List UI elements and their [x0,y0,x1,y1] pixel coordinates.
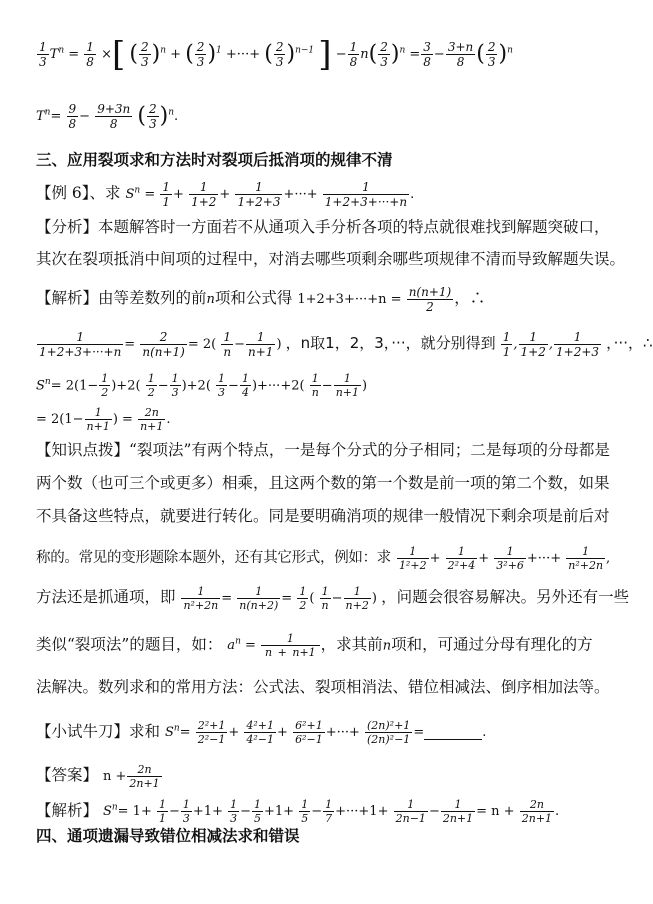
knowledge-line-2: 两个数（也可三个或更多）相乘，且这两个数的第一个数是前一项的第二个数，如果 [36,474,610,492]
knowledge-line-4: 称的。常见的变形题除本题外，还有其它形式，例如：求 $\frac{1}{\text{1²+2}}$ + $\frac{1}{\text{2²+4}}$ + $\frac{1}{\text{3²+6}}$ +···+ $\frac{1}{\text{n²+2n}}$ , [36,545,611,572]
answer-blank [424,725,482,740]
example-6: 【例 6】、求 $S^n$ = $\frac{1}{1}$ + $\frac{1}{1+2}$ + $\frac{1}{1+2+3}$ +···+ $\frac{1}{1+2+3+\cdot\cdot\cdot+n}$ . [36,180,415,209]
knowledge-line-3: 不具备这些特点，就要进行转化。同是要明确消项的规律一般情况下剩余项是前后对 [36,507,610,525]
solution-line-1: 【解析】由等差数列的前n项和公式得 1+2+3+···+n = $\frac{n(n+1)}{2}$ ，∴ [36,285,486,314]
solution-line-2: $\frac{1}{1+2+3+\cdot\cdot\cdot+n}$ = $\frac{2}{n(n+1)}$ = 2( $\frac{1}{n}$ − $\frac{1}{n+1}$ ) ，n取1，2，3，···，就分别得到 $\frac{1}{1}$ , $\frac{1}{1+2}$ , $\frac{1}{1+2+3}$ ，···，∴ [39,330,653,359]
frac-1-8: $\frac{1}{8}$ [86,40,94,69]
knowledge-line-7: 法解决。数列求和的常用方法：公式法、裂项相消法、错位相减法、倒序相加法等。 [36,678,610,696]
knowledge-line-5: 方法还是抓通项，即 $\frac{1}{\text{n²+2n}}$ = $\frac{1}{n(n+2)}$ = $\frac{1}{2}$ ( $\frac{1}{n}$ − $\frac{1}{n+2}$ ) ，问题会很容易解决。另外还有一些 [36,585,630,612]
trial-line: 【小试牛刀】求和 $S^n=$ $\frac{\text{2²+1}}{\text{2²−1}}$ + $\frac{\text{4²+1}}{\text{4²−1}}$ + $\frac{\text{6²+1}}{\text{6²−1}}$ +···+ $\frac{\text{(2n)²+1}}{\text{(2n)²−1}}$ = . [36,719,487,747]
answer-line: 【答案】 n + $\frac{2n}{2n+1}$ [36,763,160,790]
solution-line-3: $S^n= 2(1-$ $\frac{1}{2}$ )+2( $\frac{1}{2}$ − $\frac{1}{3}$ )+2( $\frac{1}{3}$ − $\frac{1}{4}$ )+···+2( $\frac{1}{n}$ − $\frac{1}{n+1}$ ) [36,372,368,400]
solution-2-line: 【解析】 $S^n= 1+$ $\frac{1}{1}$ − $\frac{1}{3}$ +1+ $\frac{1}{3}$ − $\frac{1}{5}$ +1+ $\frac{1}{5}$ − $\frac{1}{7}$ +···+1+ $\frac{1}{2n-1}$ − $\frac{1}{2n+1}$ = n + $\frac{2n}{2n+1}$ . [36,798,560,826]
section-3-heading: 三、应用裂项求和方法时对裂项后抵消项的规律不清 [36,151,393,169]
knowledge-line-6: 类似“裂项法”的题目，如： $a^n$ = $\frac{1}{n + n+1}$ ，求其前n项和，可通过分母有理化的方 [36,632,593,660]
analysis-line-2: 其次在裂项抵消中间项的过程中，对消去哪些项剩余哪些项规律不清而导致解题失误。 [36,250,626,268]
formula-line-2: $T^n=$ $\frac{9}{8}$ − $\frac{9+3n}{8}$ ( $\frac{2}{3}$ )$^n$. [36,102,179,131]
section-4-heading: 四、通项遗漏导致错位相减法求和错误 [36,827,300,845]
knowledge-line-1: 【知识点拨】“裂项法”有两个特点，一是每个分式的分子相同；二是每项的分母都是 [36,441,610,459]
formula-line-1: $\frac{1}{3}$ $T^n$ = $\frac{1}{8}$ ×[ ( $\frac{2}{3}$ )$^n$ + ( $\frac{2}{3}$ )$^1$ +···+ ( $\frac{2}{3}$ )$^{n-1}$ ] − $\frac{1}{8}$ n( $\frac{2}{3}$ )$^n$ = $\frac{3}{8}$ − $\frac{3+n}{8}$ ( $\frac{2}{3}$ )$^n$ [39,34,513,75]
frac-1-3: $\frac{1}{3}$ [39,40,47,69]
analysis-line-1: 【分析】本题解答时一方面若不从通项入手分析各项的特点就很难找到解题突破口， [36,218,610,236]
solution-line-4: = 2(1− $\frac{1}{n+1}$ ) = $\frac{2n}{n+1}$ . [36,406,171,433]
